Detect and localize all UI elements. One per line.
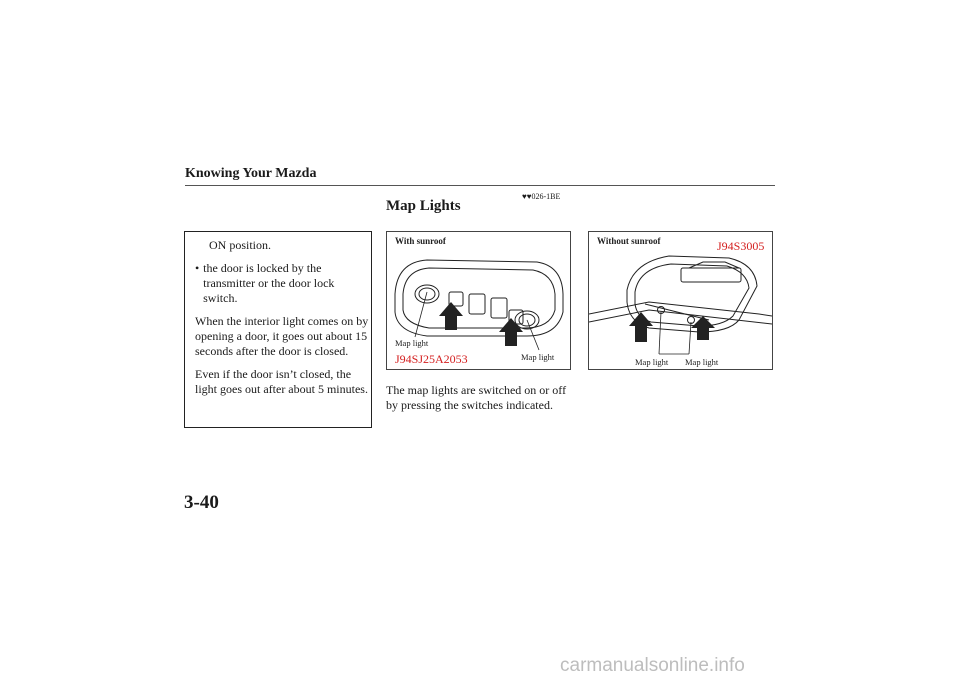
watermark: carmanualsonline.info	[560, 655, 745, 676]
figure-label: Without sunroof	[597, 236, 661, 246]
map-light-with-sunroof-illustration	[387, 232, 570, 369]
section-code: ♥♥026-1BE	[522, 192, 561, 201]
note-bullet-item	[195, 261, 371, 306]
figure-with-sunroof	[386, 231, 571, 370]
header-divider	[185, 185, 775, 186]
bullet-icon: •	[195, 261, 200, 275]
map-light-without-sunroof-illustration	[589, 232, 772, 369]
section-title: Map Lights	[386, 198, 461, 214]
note-paragraph-2: Even if the door isn’t closed, the light goes out after about 5 minutes.	[195, 367, 368, 396]
page-number: 3-40	[184, 492, 219, 513]
map-light-callout-left: Map light	[395, 338, 429, 348]
note-paragraph-1: When the interior light comes on by opening a door, it goes out about 15 seconds after the door is closed.	[195, 314, 369, 358]
header-title: Knowing Your Mazda	[185, 166, 317, 181]
figure-code: J94S3005	[717, 239, 765, 253]
map-light-callout-left: Map light	[635, 357, 669, 367]
map-light-callout-right: Map light	[685, 357, 719, 367]
map-light-callout-right: Map light	[521, 352, 555, 362]
note-line: ON position.	[209, 238, 272, 252]
figure-code: J94SJ25A2053	[395, 352, 468, 366]
body-paragraph: The map lights are switched on or off by pressing the switches indicated.	[386, 383, 567, 412]
note-bullet-text: the door is locked by the transmitter or the door lock switch.	[203, 261, 335, 305]
figure-label: With sunroof	[395, 236, 446, 246]
note-box	[184, 231, 372, 428]
figure-without-sunroof	[588, 231, 773, 370]
